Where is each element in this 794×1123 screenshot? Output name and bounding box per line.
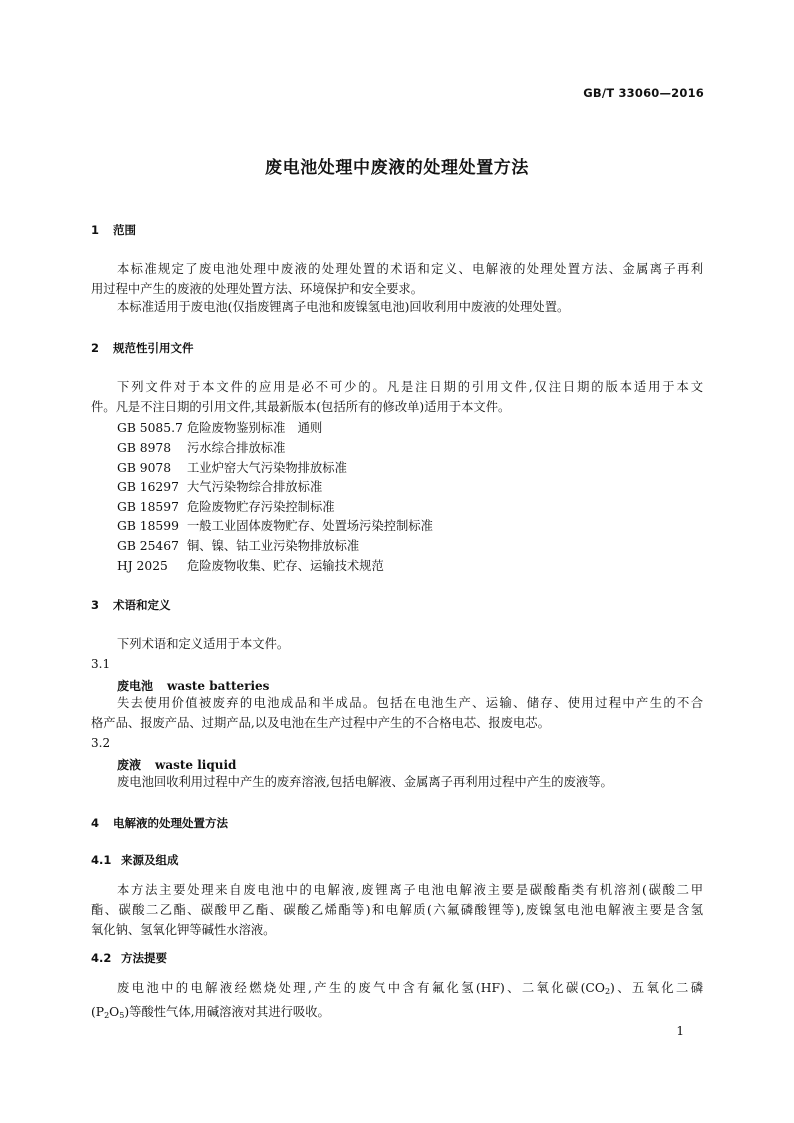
term-chinese: 废电池	[117, 679, 154, 693]
text-line: 本标准适用于废电池(仅指废锂离子电池和废镍氢电池)回收利用中废液的处理处置。	[117, 300, 570, 314]
section-2-paragraph	[91, 377, 703, 417]
reference-name: 危险废物贮存污染控制标准	[187, 500, 335, 514]
reference-name: 危险废物收集、贮存、运输技术规范	[187, 559, 384, 573]
section-3-intro	[91, 634, 703, 654]
term-chinese: 废液	[117, 758, 142, 772]
term-definition	[91, 772, 703, 792]
section-4-heading	[91, 815, 228, 831]
text-line	[91, 1002, 703, 1026]
standard-code: GB/T 33060—2016	[583, 86, 704, 100]
reference-code: GB 18599	[117, 519, 179, 533]
reference-code: GB 25467	[117, 539, 179, 553]
document-title: 废电池处理中废液的处理处置方法	[265, 158, 529, 178]
section-3-heading	[91, 597, 171, 613]
subscript: 2	[104, 1011, 110, 1020]
text-line: 下列术语和定义适用于本文件。	[117, 637, 290, 651]
term-number: 3.2	[91, 736, 111, 750]
section-number: 1	[91, 223, 100, 237]
reference-item	[117, 536, 359, 554]
text-line: 酯、碳酸二乙酯、碳酸甲乙酯、碳酸乙烯酯等)和电解质(六氟磷酸锂等),废镍氢电池电解液主要是含氢	[91, 903, 703, 917]
reference-name: 污水综合排放标准	[187, 441, 286, 455]
text-line: 废电池回收利用过程中产生的废弃溶液,包括电解液、金属离子再利用过程中产生的废液等。	[117, 775, 613, 789]
text-line: 氧化钠、氢氧化钾等碱性水溶液。	[91, 923, 276, 937]
section-number: 2	[91, 341, 100, 355]
section-title: 术语和定义	[113, 598, 171, 612]
section-number: 4.1	[91, 853, 112, 867]
reference-item	[117, 418, 322, 436]
text-run: 废电池中的电解液经燃烧处理,产生的废气中含有氟化氢(HF)、二氧化碳(CO	[117, 981, 605, 995]
section-1-paragraph-1	[91, 259, 703, 299]
reference-code: GB 9078	[117, 461, 172, 475]
text-line: 本方法主要处理来自废电池中的电解液,废锂离子电池电解液主要是碳酸酯类有机溶剂(碳酸二甲	[117, 883, 703, 897]
reference-item	[117, 556, 384, 574]
text-run: )、五氧化二磷	[610, 981, 703, 995]
section-number: 4	[91, 816, 100, 830]
section-title: 方法提要	[121, 951, 167, 965]
text-line: 本标准规定了废电池处理中废液的处理处置的术语和定义、电解液的处理处置方法、金属离子再利	[117, 262, 703, 276]
text-run: (P	[91, 1005, 105, 1019]
reference-code: GB 5085.7	[117, 421, 183, 435]
text-run: O	[109, 1005, 120, 1019]
term-english: waste liquid	[155, 758, 237, 772]
term-number: 3.1	[91, 657, 111, 671]
text-line: 下列文件对于本文件的应用是必不可少的。凡是注日期的引用文件,仅注日期的版本适用于本文	[117, 380, 703, 394]
term-heading	[117, 756, 236, 773]
text-line: 失去使用价值被废弃的电池成品和半成品。包括在电池生产、运输、储存、使用过程中产生的不合	[117, 696, 703, 710]
reference-item	[117, 458, 347, 476]
section-number: 4.2	[91, 951, 112, 965]
section-number: 3	[91, 598, 100, 612]
reference-code: HJ 2025	[117, 559, 168, 573]
page-number: 1	[676, 1024, 684, 1038]
term-heading	[117, 677, 269, 694]
section-1-heading	[91, 222, 136, 238]
reference-item	[117, 477, 322, 495]
reference-code: GB 16297	[117, 480, 179, 494]
section-title: 电解液的处理处置方法	[113, 816, 228, 830]
subsection-4-2-paragraph	[91, 978, 703, 1026]
text-run: )等酸性气体,用碱溶液对其进行吸收。	[124, 1005, 330, 1019]
reference-name: 工业炉窑大气污染物排放标准	[187, 461, 347, 475]
section-title: 范围	[113, 223, 136, 237]
section-title: 来源及组成	[121, 853, 179, 867]
reference-item	[117, 497, 335, 515]
text-line: 用过程中产生的废液的处理处置方法、环境保护和安全要求。	[91, 282, 424, 296]
subsection-4-1-heading	[91, 852, 179, 868]
term-definition	[91, 693, 703, 733]
section-title: 规范性引用文件	[113, 341, 194, 355]
reference-item	[117, 516, 433, 534]
subscript: 5	[119, 1011, 125, 1020]
reference-name: 危险废物鉴别标准 通则	[187, 421, 323, 435]
reference-name: 一般工业固体废物贮存、处置场污染控制标准	[187, 519, 433, 533]
subscript: 2	[604, 987, 611, 996]
reference-item	[117, 438, 285, 456]
section-1-paragraph-2	[91, 297, 703, 317]
reference-name: 大气污染物综合排放标准	[187, 480, 323, 494]
term-english: waste batteries	[167, 679, 270, 693]
reference-code: GB 8978	[117, 441, 172, 455]
text-line: 件。凡是不注日期的引用文件,其最新版本(包括所有的修改单)适用于本文件。	[91, 400, 511, 414]
reference-code: GB 18597	[117, 500, 179, 514]
text-line: 格产品、报废产品、过期产品,以及电池在生产过程中产生的不合格电芯、报废电芯。	[91, 716, 550, 730]
section-2-heading	[91, 340, 194, 356]
subsection-4-1-paragraph	[91, 880, 703, 940]
reference-name: 铜、镍、钴工业污染物排放标准	[187, 539, 360, 553]
text-line	[91, 978, 703, 1002]
subsection-4-2-heading	[91, 950, 167, 966]
